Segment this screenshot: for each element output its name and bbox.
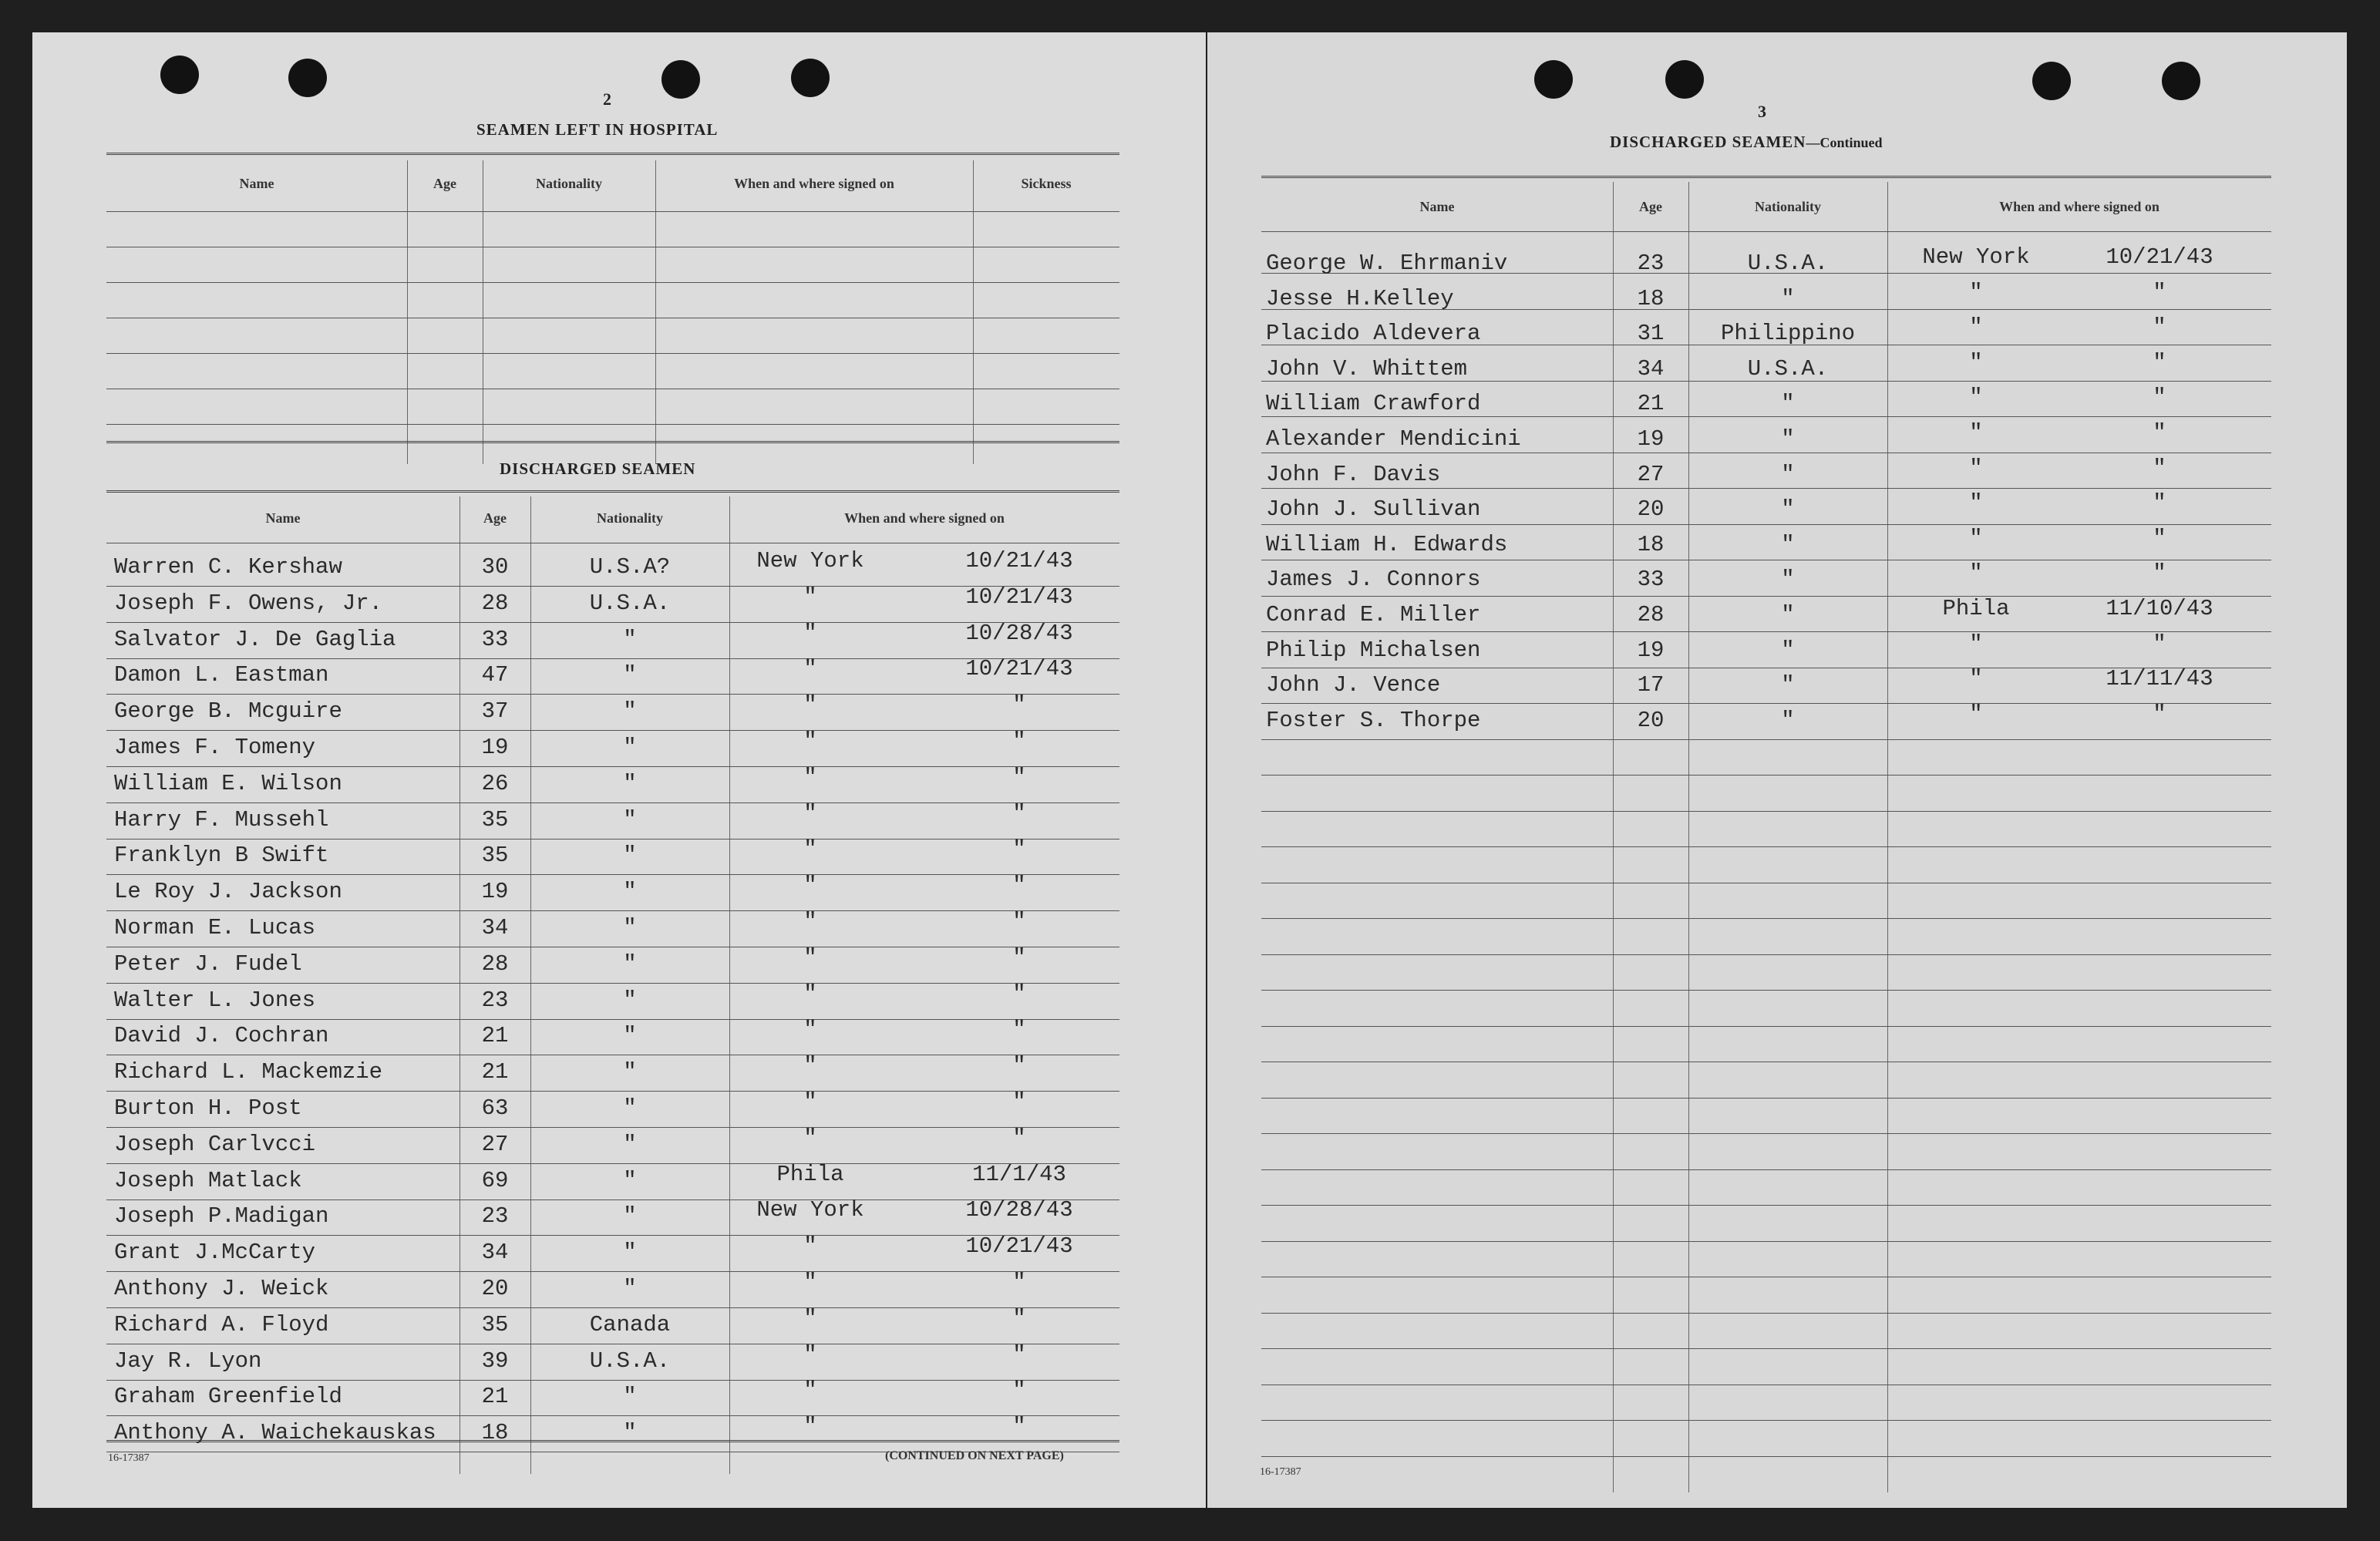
signed-on-date: " [2153, 702, 2166, 727]
column-header: When and where signed on [1999, 199, 2160, 214]
seaman-age: 19 [481, 735, 509, 760]
seaman-nationality: " [1781, 708, 1795, 733]
row-rule [1261, 954, 2271, 955]
seaman-age: 20 [1637, 708, 1665, 733]
seaman-nationality: U.S.A. [589, 590, 671, 616]
seaman-name: Damon L. Eastman [114, 662, 329, 688]
signed-on-date: 11/1/43 [972, 1162, 1066, 1187]
seaman-age: 18 [481, 1420, 509, 1445]
column-header: When and where signed on [844, 510, 1005, 526]
seaman-age: 35 [481, 1312, 509, 1337]
column-header: Name [265, 510, 301, 526]
signed-on-place: " [803, 728, 817, 754]
signed-on-place: " [1969, 631, 1983, 657]
signed-on-place: " [1969, 702, 1983, 727]
row-rule [1261, 1169, 2271, 1170]
row-rule [1261, 846, 2271, 847]
signed-on-place: Phila [776, 1162, 844, 1187]
signed-on-date: " [2153, 385, 2166, 410]
seaman-age: 18 [1637, 532, 1665, 557]
signed-on-date: " [1012, 692, 1026, 718]
seaman-name: Foster S. Thorpe [1266, 708, 1481, 733]
seaman-nationality: " [623, 1023, 637, 1048]
signed-on-place: New York [756, 548, 864, 574]
seaman-nationality: " [623, 662, 637, 688]
seaman-age: 39 [481, 1348, 509, 1374]
signed-on-place: " [803, 765, 817, 790]
seaman-nationality: " [623, 988, 637, 1013]
row-rule [106, 424, 1119, 425]
table-top-rule [1261, 176, 2271, 178]
signed-on-place: New York [756, 1197, 864, 1223]
binder-hole [1534, 60, 1573, 99]
signed-on-date: " [1012, 836, 1026, 862]
seaman-name: Richard A. Floyd [114, 1312, 329, 1337]
column-header: Age [483, 510, 507, 526]
signed-on-place: New York [1922, 244, 2030, 270]
signed-on-date: 11/10/43 [2106, 596, 2213, 621]
seaman-nationality: U.S.A. [589, 1348, 671, 1374]
row-rule [1261, 1313, 2271, 1314]
column-divider [407, 160, 408, 464]
signed-on-date: " [2153, 560, 2166, 586]
signed-on-date: " [2153, 526, 2166, 551]
row-rule [1261, 775, 2271, 776]
seaman-name: John J. Sullivan [1266, 496, 1481, 522]
signed-on-date: " [1012, 1053, 1026, 1078]
seaman-nationality: " [623, 698, 637, 724]
row-rule [1261, 1205, 2271, 1206]
row-rule [1261, 416, 2271, 417]
seaman-nationality: " [1781, 391, 1795, 416]
signed-on-place: " [803, 692, 817, 718]
row-rule [106, 282, 1119, 283]
signed-on-date: 10/21/43 [965, 1233, 1073, 1259]
seaman-name: Anthony J. Weick [114, 1276, 329, 1301]
seaman-age: 33 [1637, 567, 1665, 592]
seaman-nationality: " [1781, 286, 1795, 311]
seaman-nationality: " [1781, 567, 1795, 592]
column-header: Name [239, 176, 274, 191]
signed-on-date: " [2153, 490, 2166, 516]
signed-on-date: " [1012, 873, 1026, 898]
row-rule [1261, 1133, 2271, 1134]
signed-on-place: " [803, 1342, 817, 1368]
signed-on-date: " [2153, 280, 2166, 305]
seaman-name: Franklyn B Swift [114, 843, 329, 868]
seaman-nationality: " [623, 1384, 637, 1409]
signed-on-date: " [1012, 981, 1026, 1007]
seaman-age: 34 [481, 915, 509, 940]
signed-on-place: " [803, 621, 817, 646]
binder-hole [661, 60, 700, 99]
binder-hole [791, 59, 830, 97]
seaman-name: William E. Wilson [114, 771, 342, 796]
signed-on-date: " [2153, 315, 2166, 340]
seaman-name: Conrad E. Miller [1266, 602, 1481, 628]
signed-on-place: " [803, 656, 817, 681]
seaman-age: 23 [481, 1203, 509, 1229]
signed-on-place: " [1969, 666, 1983, 691]
seaman-age: 20 [1637, 496, 1665, 522]
signed-on-place: " [1969, 456, 1983, 481]
seaman-name: Philip Michalsen [1266, 638, 1481, 663]
seaman-nationality: " [623, 771, 637, 796]
discharged-section-title: DISCHARGED SEAMEN [500, 459, 696, 478]
signed-on-place: " [803, 1414, 817, 1439]
seaman-nationality: " [623, 1203, 637, 1229]
row-rule [1261, 1348, 2271, 1349]
signed-on-place: " [1969, 560, 1983, 586]
seaman-nationality: " [623, 1132, 637, 1157]
seaman-nationality: " [623, 843, 637, 868]
signed-on-date: 10/21/43 [965, 656, 1073, 681]
title-suffix: —Continued [1806, 135, 1883, 150]
seaman-name: Joseph P.Madigan [114, 1203, 329, 1229]
signed-on-place: " [803, 1017, 817, 1042]
seaman-age: 34 [1637, 356, 1665, 382]
seaman-age: 37 [481, 698, 509, 724]
seaman-age: 28 [481, 590, 509, 616]
column-header: Age [1639, 199, 1662, 214]
seaman-name: George B. Mcguire [114, 698, 342, 724]
signed-on-place: " [1969, 490, 1983, 516]
seaman-nationality: Canada [589, 1312, 671, 1337]
seaman-name: Salvator J. De Gaglia [114, 627, 396, 652]
signed-on-place: " [1969, 350, 1983, 375]
seaman-name: Joseph Carlvcci [114, 1132, 316, 1157]
seaman-name: Anthony A. Waichekauskas [114, 1420, 436, 1445]
seaman-nationality: " [1781, 496, 1795, 522]
seaman-age: 69 [481, 1168, 509, 1193]
seaman-age: 19 [1637, 426, 1665, 452]
seaman-nationality: U.S.A. [1747, 251, 1829, 276]
signed-on-date: " [2153, 631, 2166, 657]
seaman-age: 20 [481, 1276, 509, 1301]
form-number: 16-17387 [1260, 1466, 1301, 1478]
signed-on-date: " [2153, 420, 2166, 446]
seaman-name: John J. Vence [1266, 672, 1441, 698]
signed-on-date: 10/28/43 [965, 621, 1073, 646]
row-rule [1261, 1026, 2271, 1027]
page-number: 3 [1758, 102, 1766, 121]
signed-on-place: " [803, 1089, 817, 1115]
signed-on-place: " [1969, 385, 1983, 410]
signed-on-place: " [803, 1125, 817, 1151]
signed-on-place: " [803, 909, 817, 934]
seaman-name: Walter L. Jones [114, 988, 316, 1013]
column-header: Age [433, 176, 456, 191]
seaman-age: 35 [481, 807, 509, 833]
column-header: Sickness [1021, 176, 1072, 191]
seaman-nationality: " [1781, 638, 1795, 663]
signed-on-date: 11/11/43 [2106, 666, 2213, 691]
row-rule [1261, 488, 2271, 489]
signed-on-date: " [1012, 1270, 1026, 1295]
hospital-section-title: SEAMEN LEFT IN HOSPITAL [476, 120, 719, 139]
header-rule [106, 211, 1119, 212]
seaman-nationality: " [1781, 602, 1795, 628]
seaman-age: 19 [481, 879, 509, 904]
seaman-name: Graham Greenfield [114, 1384, 342, 1409]
seaman-nationality: " [1781, 426, 1795, 452]
signed-on-place: " [1969, 526, 1983, 551]
signed-on-date: " [1012, 1378, 1026, 1403]
column-divider [655, 160, 656, 464]
signed-on-place: " [803, 836, 817, 862]
signed-on-place: " [803, 945, 817, 971]
seaman-age: 21 [481, 1384, 509, 1409]
seaman-age: 23 [481, 988, 509, 1013]
signed-on-place: " [803, 1233, 817, 1259]
seaman-nationality: " [1781, 672, 1795, 698]
binder-hole [160, 56, 199, 94]
page-number: 2 [603, 89, 611, 109]
signed-on-date: " [1012, 1414, 1026, 1439]
discharged-continued-title [1610, 133, 1882, 152]
signed-on-place: " [803, 1053, 817, 1078]
seaman-nationality: " [623, 1420, 637, 1445]
seaman-age: 27 [1637, 462, 1665, 487]
signed-on-date: " [1012, 1125, 1026, 1151]
left-page [32, 32, 1206, 1508]
seaman-age: 19 [1637, 638, 1665, 663]
seaman-name: William H. Edwards [1266, 532, 1508, 557]
seaman-nationality: " [623, 807, 637, 833]
seaman-nationality: Philippino [1720, 321, 1856, 346]
seaman-name: Harry F. Mussehl [114, 807, 329, 833]
signed-on-date: " [1012, 909, 1026, 934]
signed-on-date: " [1012, 801, 1026, 826]
signed-on-place: " [1969, 315, 1983, 340]
seaman-nationality: " [623, 1059, 637, 1085]
continued-note: (CONTINUED ON NEXT PAGE) [885, 1449, 1064, 1462]
seaman-age: 18 [1637, 286, 1665, 311]
signed-on-place: " [803, 1378, 817, 1403]
signed-on-date: " [1012, 1017, 1026, 1042]
signed-on-place: Phila [1942, 596, 2010, 621]
table-top-rule [106, 490, 1119, 493]
signed-on-place: " [803, 584, 817, 610]
row-rule [1261, 739, 2271, 740]
seaman-name: Placido Aldevera [1266, 321, 1481, 346]
column-header: Nationality [596, 510, 663, 526]
signed-on-date: " [1012, 1306, 1026, 1331]
seaman-age: 63 [481, 1095, 509, 1121]
right-page [1207, 32, 2347, 1508]
row-rule [1261, 1241, 2271, 1242]
seaman-nationality: " [623, 951, 637, 977]
row-rule [1261, 1456, 2271, 1457]
seaman-age: 23 [1637, 251, 1665, 276]
seaman-name: William Crawford [1266, 391, 1481, 416]
seaman-nationality: " [623, 735, 637, 760]
seaman-name: Peter J. Fudel [114, 951, 302, 977]
seaman-name: Grant J.McCarty [114, 1240, 316, 1265]
table-top-rule [106, 153, 1119, 155]
seaman-name: Jay R. Lyon [114, 1348, 262, 1374]
seaman-age: 28 [1637, 602, 1665, 628]
seaman-nationality: " [623, 1095, 637, 1121]
signed-on-place: " [803, 873, 817, 898]
seaman-name: Jesse H.Kelley [1266, 286, 1454, 311]
seaman-nationality: " [623, 1276, 637, 1301]
signed-on-place: " [1969, 420, 1983, 446]
signed-on-date: " [1012, 765, 1026, 790]
seaman-age: 26 [481, 771, 509, 796]
seaman-name: Richard L. Mackemzie [114, 1059, 383, 1085]
seaman-name: Norman E. Lucas [114, 915, 316, 940]
seaman-name: Warren C. Kershaw [114, 554, 342, 580]
column-header: Nationality [1754, 199, 1821, 214]
signed-on-date: " [2153, 350, 2166, 375]
row-rule [1261, 524, 2271, 525]
signed-on-date: 10/21/43 [965, 584, 1073, 610]
seaman-name: Burton H. Post [114, 1095, 302, 1121]
signed-on-date: " [1012, 1089, 1026, 1115]
seaman-nationality: " [1781, 532, 1795, 557]
seaman-name: John V. Whittem [1266, 356, 1468, 382]
seaman-name: David J. Cochran [114, 1023, 329, 1048]
binder-hole [2032, 62, 2071, 100]
binder-hole [1665, 60, 1704, 99]
row-rule [1261, 990, 2271, 991]
seaman-age: 34 [481, 1240, 509, 1265]
column-header: Name [1419, 199, 1455, 214]
signed-on-date: 10/28/43 [965, 1197, 1073, 1223]
row-rule [106, 353, 1119, 354]
seaman-age: 28 [481, 951, 509, 977]
signed-on-date: " [2153, 456, 2166, 481]
column-divider [973, 160, 974, 464]
signed-on-place: " [803, 801, 817, 826]
seaman-nationality: " [623, 915, 637, 940]
seaman-age: 33 [481, 627, 509, 652]
row-rule [1261, 1098, 2271, 1099]
seaman-nationality: " [623, 1240, 637, 1265]
seaman-name: James J. Connors [1266, 567, 1481, 592]
seaman-age: 21 [481, 1023, 509, 1048]
row-rule [1261, 1420, 2271, 1421]
seaman-nationality: U.S.A? [589, 554, 671, 580]
row-rule [1261, 918, 2271, 919]
seaman-nationality: " [623, 879, 637, 904]
seaman-age: 31 [1637, 321, 1665, 346]
signed-on-date: " [1012, 1342, 1026, 1368]
seaman-age: 21 [1637, 391, 1665, 416]
seaman-name: Joseph Matlack [114, 1168, 302, 1193]
row-rule [1261, 811, 2271, 812]
seaman-nationality: " [623, 1168, 637, 1193]
seaman-age: 47 [481, 662, 509, 688]
signed-on-date: " [1012, 945, 1026, 971]
signed-on-place: " [803, 981, 817, 1007]
seaman-name: Joseph F. Owens, Jr. [114, 590, 383, 616]
seaman-name: John F. Davis [1266, 462, 1441, 487]
signed-on-date: " [1012, 728, 1026, 754]
seaman-age: 21 [481, 1059, 509, 1085]
seaman-nationality: " [1781, 462, 1795, 487]
binder-hole [2162, 62, 2200, 100]
seaman-name: Le Roy J. Jackson [114, 879, 342, 904]
binder-hole [288, 59, 327, 97]
signed-on-date: 10/21/43 [965, 548, 1073, 574]
seaman-name: Alexander Mendicini [1266, 426, 1521, 452]
seaman-age: 35 [481, 843, 509, 868]
signed-on-place: " [803, 1306, 817, 1331]
signed-on-place: " [1969, 280, 1983, 305]
table-bottom-rule [106, 441, 1119, 443]
seaman-nationality: " [623, 627, 637, 652]
seaman-age: 30 [481, 554, 509, 580]
seaman-name: James F. Tomeny [114, 735, 316, 760]
seaman-nationality: U.S.A. [1747, 356, 1829, 382]
form-number: 16-17387 [108, 1452, 150, 1464]
column-header: When and where signed on [734, 176, 894, 191]
header-rule [1261, 231, 2271, 232]
title-text: DISCHARGED SEAMEN [1610, 133, 1806, 151]
seaman-age: 17 [1637, 672, 1665, 698]
seaman-name: George W. Ehrmaniv [1266, 251, 1508, 276]
column-divider [1887, 182, 1888, 1492]
signed-on-place: " [803, 1270, 817, 1295]
signed-on-date: 10/21/43 [2106, 244, 2213, 270]
seaman-age: 27 [481, 1132, 509, 1157]
column-header: Nationality [535, 176, 602, 191]
